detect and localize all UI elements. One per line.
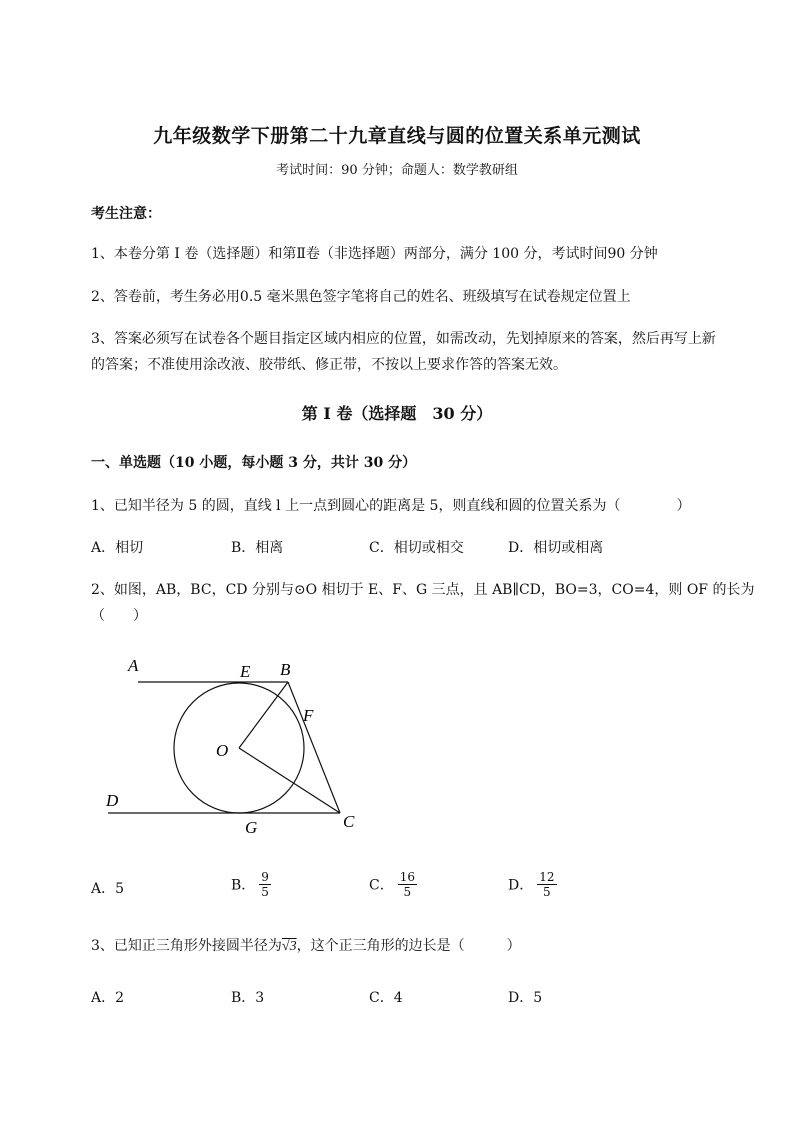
exam-subtitle: 考试时间：90 分钟；命题人：数学教研组 [276, 163, 518, 178]
line-bc [288, 682, 340, 813]
question-3-stem: 3、已知正三角形外接圆半径为√3，这个正三角形的边长是（ ） [91, 938, 521, 954]
label-f: F [303, 706, 314, 725]
q2-option-d: D． $\frac{12}{5}$ [508, 870, 555, 899]
q2-option-a: A．5 [91, 881, 125, 897]
part-heading: 一、单选题（10 小题，每小题 3 分，共计 30 分） [91, 455, 417, 471]
q1-option-d: D．相切或相离 [508, 540, 604, 556]
question-2-stem: 2、如图，AB，BC，CD 分别与⊙O 相切于 E、F、G 三点，且 AB∥CD，BO=3，CO=4，则 OF 的长为 [91, 582, 755, 598]
q3-option-b: B．3 [231, 990, 265, 1006]
q1-option-b: B．相离 [231, 540, 284, 556]
label-a: A [128, 656, 139, 675]
line-ob [239, 682, 288, 748]
page-title: 九年级数学下册第二十九章直线与圆的位置关系单元测试 [153, 125, 641, 147]
notice-heading: 考生注意： [91, 206, 161, 222]
label-d: D [106, 791, 119, 810]
question-1-stem: 1、已知半径为 5 的圆，直线 l 上一点到圆心的距离是 5，则直线和圆的位置关系为（ ） [91, 498, 691, 514]
label-c: C [343, 812, 355, 831]
q3-option-d: D．5 [508, 990, 543, 1006]
q3-option-a: A．2 [91, 990, 125, 1006]
label-e: E [240, 662, 251, 681]
q2-option-c: C． $\frac{16}{5}$ [369, 870, 415, 899]
q1-option-a: A．相切 [91, 540, 144, 556]
notice-item-3-cont: 的答案；不准使用涂改液、胶带纸、修正带，不按以上要求作答的答案无效。 [91, 357, 567, 373]
label-o: O [216, 741, 229, 760]
notice-item-2: 2、答卷前，考生务必用0.5 毫米黑色签字笔将自己的姓名、班级填写在试卷规定位置上 [91, 289, 631, 305]
section-title: 第 I 卷（选择题 30 分） [301, 404, 493, 423]
q3-option-c: C．4 [369, 990, 403, 1006]
q1-option-c: C．相切或相交 [369, 540, 464, 556]
tangent-circle-figure [100, 650, 370, 840]
sqrt-three: √3 [281, 939, 297, 954]
notice-item-3: 3、答案必须写在试卷各个题目指定区域内相应的位置，如需改动，先划掉原来的答案，然后再写上新 [91, 331, 716, 347]
notice-item-1: 1、本卷分第 I 卷（选择题）和第Ⅱ卷（非选择题）两部分，满分 100 分，考试时间90 分钟 [91, 246, 658, 262]
label-g: G [245, 818, 258, 837]
label-b: B [280, 660, 291, 679]
line-oc [239, 748, 340, 813]
question-2-stem-cont: （ ） [91, 608, 147, 624]
q2-option-b: B． $\frac{9}{5}$ [231, 870, 269, 899]
